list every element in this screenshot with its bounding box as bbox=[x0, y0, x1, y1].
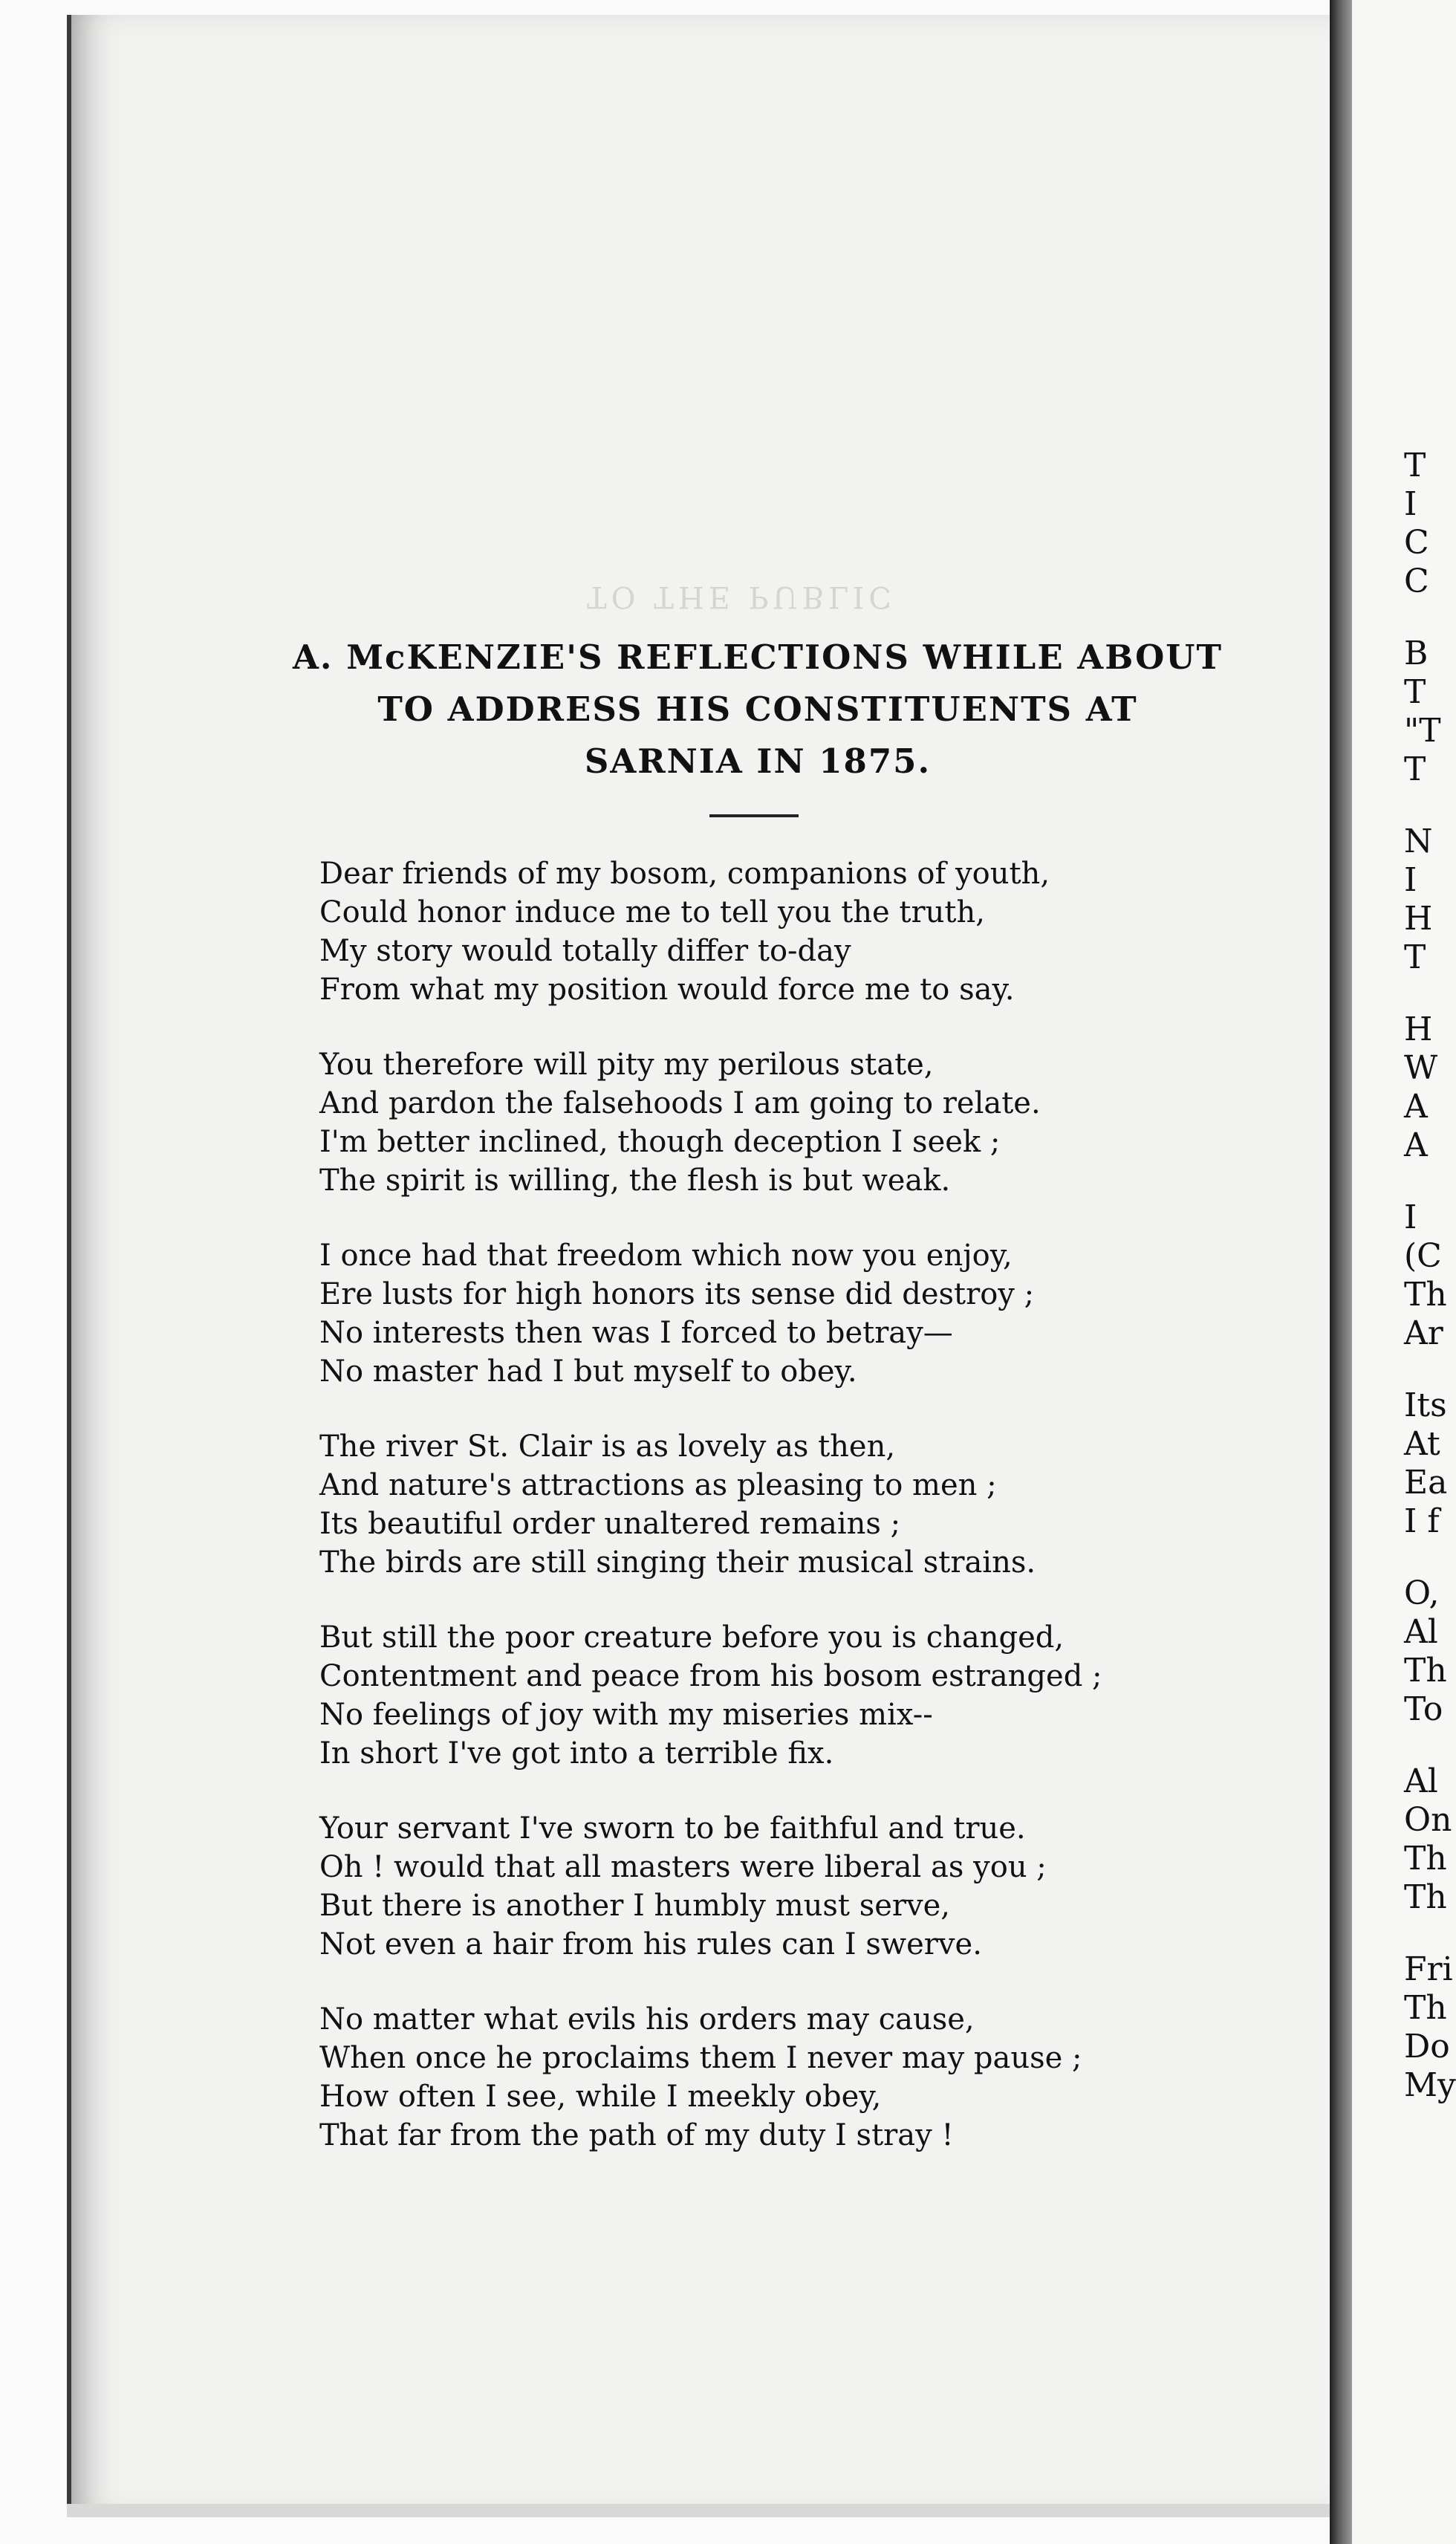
facing-page-line: T bbox=[1404, 447, 1426, 484]
facing-page-line: Th bbox=[1404, 1878, 1447, 1916]
stanza-1 bbox=[319, 854, 1285, 1009]
facing-page-line: My bbox=[1404, 2066, 1456, 2104]
poem-line: Oh ! would that all masters were liberal as you ; bbox=[319, 1850, 1047, 1884]
poem-line: My story would totally differ to-day bbox=[319, 934, 851, 968]
poem-line: The spirit is willing, the flesh is but weak. bbox=[319, 1164, 951, 1198]
poem-line: In short I've got into a terrible fix. bbox=[319, 1736, 834, 1771]
facing-page-line: I f bbox=[1404, 1502, 1440, 1540]
poem-line: Dear friends of my bosom, companions of youth, bbox=[319, 857, 1050, 891]
facing-page-line: H bbox=[1404, 1010, 1433, 1048]
poem-title-line-2: TO ADDRESS HIS CONSTITUENTS AT bbox=[377, 689, 1138, 729]
poem-title-line-3: SARNIA IN 1875. bbox=[584, 742, 932, 781]
facing-page-line: C bbox=[1404, 562, 1429, 600]
poem-line: How often I see, while I meekly obey, bbox=[319, 2080, 882, 2114]
poem-line: But there is another I humbly must serve, bbox=[319, 1889, 951, 1923]
stanza-2 bbox=[319, 1045, 1285, 1200]
facing-page-line: T bbox=[1404, 673, 1426, 711]
facing-page-line: (C bbox=[1404, 1237, 1442, 1275]
poem-line: No matter what evils his orders may cause, bbox=[319, 2002, 975, 2037]
facing-page-line: T bbox=[1404, 750, 1426, 788]
book-gutter bbox=[1330, 0, 1352, 2544]
stanza-7 bbox=[319, 2000, 1285, 2155]
facing-page-line: On bbox=[1404, 1801, 1452, 1839]
poem-line: And pardon the falsehoods I am going to relate. bbox=[319, 1086, 1041, 1120]
poem-line: No interests then was I forced to betray— bbox=[319, 1316, 953, 1350]
facing-page-line: Its bbox=[1404, 1386, 1447, 1424]
facing-page-line: I bbox=[1404, 1198, 1417, 1236]
poem-body bbox=[319, 854, 1285, 2191]
title-divider bbox=[709, 814, 799, 817]
facing-page-line: Ea bbox=[1404, 1464, 1448, 1502]
poem-line: When once he proclaims them I never may pause ; bbox=[319, 2041, 1082, 2075]
facing-page-line: B bbox=[1404, 635, 1429, 672]
poem-line: But still the poor creature before you is changed, bbox=[319, 1620, 1065, 1655]
poem-line: Could honor induce me to tell you the truth, bbox=[319, 895, 985, 929]
facing-page-line: Al bbox=[1404, 1613, 1438, 1651]
facing-page-line: H bbox=[1404, 900, 1433, 938]
poem-line: The river St. Clair is as lovely as then, bbox=[319, 1430, 896, 1464]
facing-page-line: At bbox=[1404, 1425, 1440, 1463]
stanza-5 bbox=[319, 1618, 1285, 1773]
facing-page-fragment bbox=[1352, 0, 1456, 2544]
facing-page-line: A bbox=[1404, 1088, 1428, 1126]
poem-line: Contentment and peace from his bosom estranged ; bbox=[319, 1659, 1102, 1693]
facing-page-line: Th bbox=[1404, 1276, 1447, 1314]
poem-line: No feelings of joy with my miseries mix-- bbox=[319, 1698, 933, 1732]
bleed-through-heading: TO THE PUBLIC bbox=[587, 580, 896, 614]
stanza-3 bbox=[319, 1236, 1285, 1391]
poem-line: No master had I but myself to obey. bbox=[319, 1354, 857, 1389]
facing-page-line: Al bbox=[1404, 1762, 1438, 1800]
facing-page-line: W bbox=[1404, 1049, 1438, 1087]
poem-line: And nature's attractions as pleasing to men ; bbox=[319, 1468, 997, 1502]
page-bottom-edge bbox=[67, 2504, 1330, 2517]
facing-page-line: Th bbox=[1404, 1652, 1447, 1690]
poem-line: I once had that freedom which now you enjoy, bbox=[319, 1239, 1013, 1273]
facing-page-line: T bbox=[1404, 938, 1426, 976]
facing-page-line: C bbox=[1404, 524, 1429, 562]
facing-page-line: I bbox=[1404, 485, 1417, 523]
poem-line: Its beautiful order unaltered remains ; bbox=[319, 1507, 901, 1541]
facing-page-line: O, bbox=[1404, 1574, 1440, 1612]
poem-line: Your servant I've sworn to be faithful and true. bbox=[319, 1811, 1026, 1846]
poem-line: Ere lusts for high honors its sense did destroy ; bbox=[319, 1277, 1035, 1311]
facing-page-line: Fri bbox=[1404, 1950, 1453, 1988]
facing-page-line: To bbox=[1404, 1690, 1443, 1728]
poem-line: Not even a hair from his rules can I swerve. bbox=[319, 1927, 982, 1961]
facing-page-line: Ar bbox=[1404, 1314, 1443, 1352]
facing-page-line: "T bbox=[1404, 712, 1441, 750]
poem-line: You therefore will pity my perilous state, bbox=[319, 1048, 934, 1082]
facing-page-line: A bbox=[1404, 1126, 1428, 1164]
facing-page-line: I bbox=[1404, 861, 1417, 899]
stanza-4 bbox=[319, 1427, 1285, 1582]
poem-line: From what my position would force me to say. bbox=[319, 973, 1015, 1007]
facing-page-line: Th bbox=[1404, 1840, 1447, 1878]
poem-line: I'm better inclined, though deception I seek ; bbox=[319, 1125, 1001, 1159]
facing-page-line: N bbox=[1404, 822, 1433, 860]
poem-line: The birds are still singing their musical strains. bbox=[319, 1545, 1036, 1580]
poem-title-line-1: A. McKENZIE'S REFLECTIONS WHILE ABOUT bbox=[293, 637, 1223, 677]
stanza-6 bbox=[319, 1809, 1285, 1964]
facing-page-line: Do bbox=[1404, 2028, 1450, 2066]
poem-line: That far from the path of my duty I stray ! bbox=[319, 2118, 954, 2152]
poem-title bbox=[275, 632, 1241, 788]
facing-page-line: Th bbox=[1404, 1989, 1447, 2027]
